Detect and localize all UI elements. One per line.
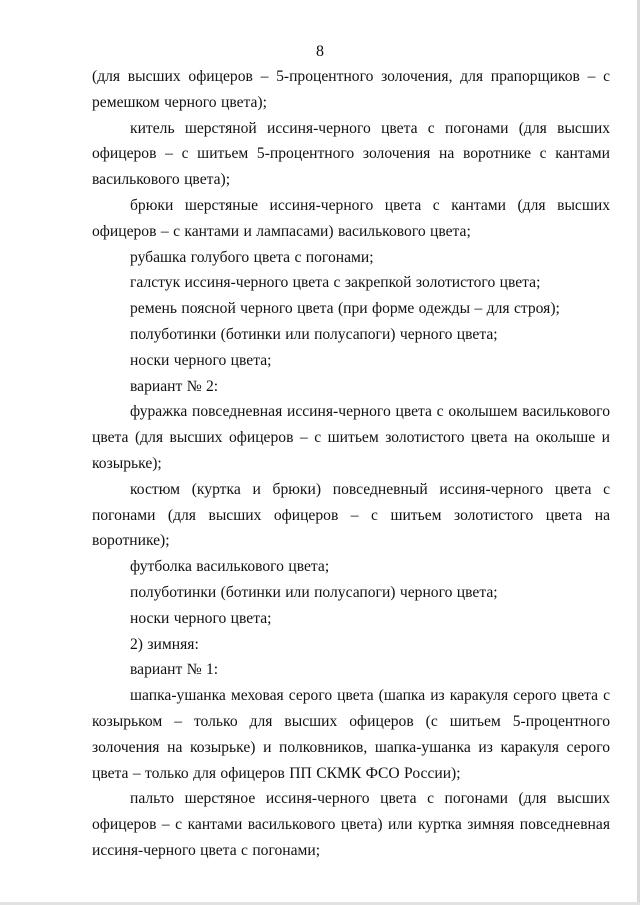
paragraph: брюки шерстяные иссиня-черного цвета с кантами (для высших офицеров – с кантами и лампасами) василькового цвета; xyxy=(92,196,610,240)
paragraph: шапка-ушанка меховая серого цвета (шапка из каракуля серого цвета с козырьком – только для высших офицеров (с шитьем 5-процентного золочения на козырьке) и полковников, шапка-ушанка из каракуля серого цвета – только для офицеров ПП СКМК ФСО России); xyxy=(92,687,610,782)
paragraph: фуражка повседневная иссиня-черного цвета с околышем василькового цвета (для высших офицеров – с шитьем золотистого цвета на околыше и козырьке); xyxy=(92,403,610,472)
paragraph: китель шерстяной иссиня-черного цвета с погонами (для высших офицеров – с шитьем 5-процентного золочения на воротнике с кантами василькового цвета); xyxy=(92,119,610,189)
paragraph: полуботинки (ботинки или полусапоги) черного цвета; xyxy=(130,583,498,601)
paragraph: футболка василькового цвета; xyxy=(130,558,330,576)
paragraph: рубашка голубого цвета с погонами; xyxy=(130,248,374,266)
paragraph: пальто шерстяное иссиня-черного цвета с погонами (для высших офицеров – с кантами василькового цвета) или куртка зимняя повседневная иссиня-черного цвета с погонами; xyxy=(92,790,610,859)
paragraph: галстук иссиня-черного цвета с закрепкой золотистого цвета; xyxy=(130,274,541,292)
paragraph: носки черного цвета; xyxy=(130,351,272,369)
paragraph: костюм (куртка и брюки) повседневный иссиня-черного цвета с погонами (для высших офицеров – с шитьем золотистого цвета на воротнике); xyxy=(92,480,610,550)
paragraph: 2) зимняя: xyxy=(130,635,199,653)
paragraph: ремень поясной черного цвета (при форме одежды – для строя); xyxy=(130,300,560,318)
document-body xyxy=(92,64,610,864)
page-number: 8 xyxy=(316,43,324,60)
paragraph: вариант № 2: xyxy=(130,377,219,395)
paragraph: (для высших офицеров – 5-процентного золочения, для прапорщиков – с ремешком черного цвета); xyxy=(92,68,610,111)
paragraph: носки черного цвета; xyxy=(130,609,272,627)
paragraph: вариант № 1: xyxy=(130,661,219,679)
paragraph: полуботинки (ботинки или полусапоги) черного цвета; xyxy=(130,325,498,343)
